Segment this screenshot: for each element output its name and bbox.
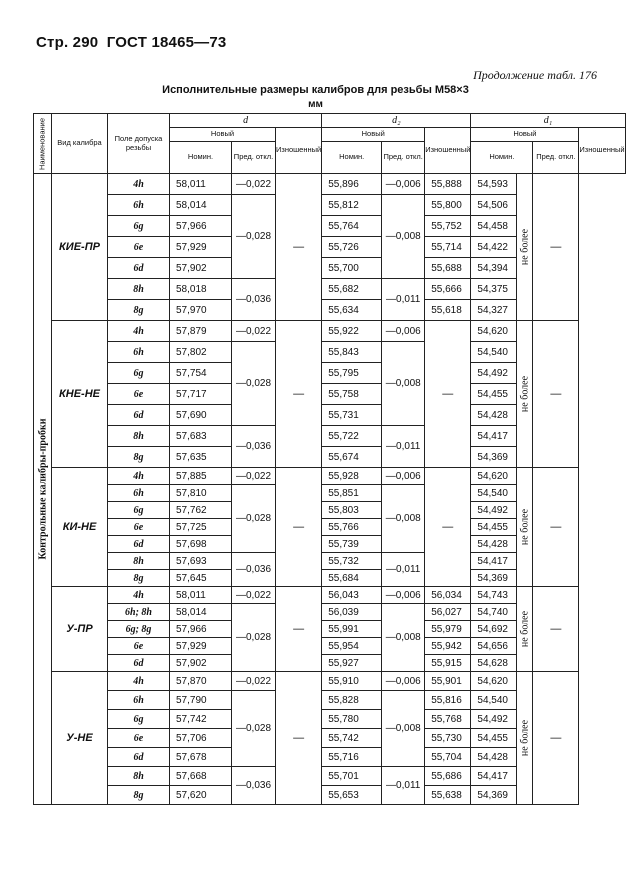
d-nominal: 57,870: [170, 672, 232, 691]
gauge-type: КИ-НЕ: [52, 468, 108, 587]
d1-nominal: 54,540: [471, 485, 517, 502]
d1-nominal: 54,428: [471, 405, 517, 426]
d-deviation: —0,028: [232, 604, 276, 672]
tolerance-field: 8h: [108, 553, 170, 570]
d-nominal: 57,885: [170, 468, 232, 485]
d2-worn: 55,714: [425, 237, 471, 258]
d2-nominal: 55,991: [322, 621, 382, 638]
d2-worn: 55,752: [425, 216, 471, 237]
d-nominal: 57,683: [170, 426, 232, 447]
header-name: Наименование: [34, 114, 52, 174]
d2-nominal: 55,700: [322, 258, 382, 279]
header-d1: d₁: [471, 114, 625, 128]
tolerance-field: 8g: [108, 447, 170, 468]
header-d2-deviation: Пред. откл.: [382, 142, 425, 174]
d1-nominal: 54,620: [471, 321, 517, 342]
d-nominal: 57,810: [170, 485, 232, 502]
d2-worn: —: [425, 321, 471, 468]
d-nominal: 57,902: [170, 258, 232, 279]
tolerance-field: 6e: [108, 237, 170, 258]
d2-nominal: 55,812: [322, 195, 382, 216]
d-nominal: 57,929: [170, 237, 232, 258]
header-d2-worn: Изношенный: [425, 128, 471, 174]
gauge-type: КНЕ-НЕ: [52, 321, 108, 468]
d2-deviation: —0,008: [382, 195, 425, 279]
d1-nominal: 54,428: [471, 748, 517, 767]
d2-nominal: 55,653: [322, 786, 382, 805]
d2-nominal: 55,795: [322, 363, 382, 384]
d1-nominal: 54,656: [471, 638, 517, 655]
d2-worn: 55,888: [425, 174, 471, 195]
d2-nominal: 55,922: [322, 321, 382, 342]
d-nominal: 57,966: [170, 216, 232, 237]
d2-deviation: —0,008: [382, 485, 425, 553]
d2-worn: 55,686: [425, 767, 471, 786]
tolerance-field: 6h: [108, 485, 170, 502]
tolerance-field: 8h: [108, 279, 170, 300]
d-nominal: 57,693: [170, 553, 232, 570]
d2-deviation: —0,006: [382, 672, 425, 691]
d-worn: —: [276, 174, 322, 321]
header-tolerance: Поле допуска резьбы: [108, 114, 170, 174]
tolerance-field: 6h; 8h: [108, 604, 170, 621]
d2-deviation: —0,006: [382, 321, 425, 342]
d1-deviation-cell: [517, 321, 533, 468]
d1-nominal: 54,422: [471, 237, 517, 258]
d1-nominal: 54,628: [471, 655, 517, 672]
d2-nominal: 55,634: [322, 300, 382, 321]
tolerance-field: 8g: [108, 300, 170, 321]
d-deviation: —0,028: [232, 195, 276, 279]
d-deviation: —0,028: [232, 485, 276, 553]
d1-worn: —: [533, 468, 579, 587]
d-deviation: —0,022: [232, 468, 276, 485]
d-deviation: —0,036: [232, 279, 276, 321]
d-nominal: 57,698: [170, 536, 232, 553]
header-d-nominal: Номин.: [170, 142, 232, 174]
d2-deviation: —0,006: [382, 174, 425, 195]
tolerance-field: 4h: [108, 672, 170, 691]
d1-nominal: 54,394: [471, 258, 517, 279]
d1-nominal: 54,369: [471, 447, 517, 468]
d-worn: —: [276, 672, 322, 805]
d2-deviation: —0,008: [382, 604, 425, 672]
d-deviation: —0,022: [232, 174, 276, 195]
d1-nominal: 54,375: [471, 279, 517, 300]
d-deviation: —0,036: [232, 553, 276, 587]
d-nominal: 57,635: [170, 447, 232, 468]
d-nominal: 57,620: [170, 786, 232, 805]
d1-deviation-cell: [517, 174, 533, 321]
d2-deviation: —0,011: [382, 767, 425, 805]
d-nominal: 58,018: [170, 279, 232, 300]
d2-nominal: 56,043: [322, 587, 382, 604]
table-container: [33, 113, 626, 805]
d2-nominal: 55,764: [322, 216, 382, 237]
d2-deviation: —0,008: [382, 691, 425, 767]
d1-nominal: 54,455: [471, 519, 517, 536]
d-nominal: 57,879: [170, 321, 232, 342]
d1-nominal: 54,369: [471, 786, 517, 805]
tolerance-field: 6g: [108, 710, 170, 729]
d2-nominal: 55,701: [322, 767, 382, 786]
d2-worn: 55,915: [425, 655, 471, 672]
header-d-worn: Изношенный: [276, 128, 322, 174]
d-nominal: 58,011: [170, 174, 232, 195]
d1-nominal: 54,417: [471, 767, 517, 786]
d2-nominal: 55,927: [322, 655, 382, 672]
d1-nominal: 54,369: [471, 570, 517, 587]
d2-nominal: 55,896: [322, 174, 382, 195]
d1-nominal: 54,458: [471, 216, 517, 237]
tolerance-field: 6e: [108, 384, 170, 405]
tolerance-field: 8h: [108, 426, 170, 447]
d-nominal: 57,690: [170, 405, 232, 426]
d2-nominal: 55,828: [322, 691, 382, 710]
group-name-cell: [34, 174, 52, 805]
d2-nominal: 55,731: [322, 405, 382, 426]
d1-nominal: 54,492: [471, 710, 517, 729]
d1-nominal: 54,743: [471, 587, 517, 604]
d2-nominal: 55,851: [322, 485, 382, 502]
tolerance-field: 6d: [108, 655, 170, 672]
tolerance-field: 6g: [108, 363, 170, 384]
not-more-label: не более: [519, 228, 531, 266]
d2-worn: 55,901: [425, 672, 471, 691]
d2-nominal: 55,758: [322, 384, 382, 405]
d2-deviation: —0,011: [382, 553, 425, 587]
tolerance-field: 6e: [108, 519, 170, 536]
d-nominal: 57,929: [170, 638, 232, 655]
d-nominal: 57,762: [170, 502, 232, 519]
d2-worn: 55,618: [425, 300, 471, 321]
d1-nominal: 54,492: [471, 502, 517, 519]
d2-nominal: 55,726: [322, 237, 382, 258]
gauge-dimensions-table: [33, 113, 626, 805]
d2-nominal: 55,910: [322, 672, 382, 691]
d-deviation: —0,028: [232, 342, 276, 426]
not-more-label: не более: [519, 508, 531, 546]
d1-worn: —: [533, 672, 579, 805]
d-deviation: —0,036: [232, 426, 276, 468]
d1-nominal: 54,540: [471, 691, 517, 710]
d2-nominal: 55,674: [322, 447, 382, 468]
d-nominal: 57,668: [170, 767, 232, 786]
d2-worn: 56,027: [425, 604, 471, 621]
table-row: [34, 672, 626, 691]
d2-deviation: —0,011: [382, 279, 425, 321]
group-name: Контрольные калибры-пробки: [37, 418, 48, 560]
d1-nominal: 54,620: [471, 468, 517, 485]
tolerance-field: 6d: [108, 536, 170, 553]
d-nominal: 57,966: [170, 621, 232, 638]
continuation-note: Продолжение табл. 176: [473, 68, 597, 82]
not-more-label: не более: [519, 719, 531, 757]
d1-nominal: 54,327: [471, 300, 517, 321]
d1-nominal: 54,692: [471, 621, 517, 638]
d1-deviation-cell: [517, 587, 533, 672]
table-unit: мм: [308, 99, 323, 110]
d-nominal: 58,011: [170, 587, 232, 604]
d1-nominal: 54,428: [471, 536, 517, 553]
d1-nominal: 54,492: [471, 363, 517, 384]
table-row: [34, 468, 626, 485]
d2-deviation: —0,008: [382, 342, 425, 426]
d-nominal: 57,970: [170, 300, 232, 321]
d-nominal: 57,742: [170, 710, 232, 729]
header-d1-worn: Изношенный: [579, 128, 625, 174]
d2-nominal: 55,682: [322, 279, 382, 300]
d-deviation: —0,022: [232, 321, 276, 342]
d-nominal: 57,790: [170, 691, 232, 710]
d1-deviation-cell: [517, 672, 533, 805]
d-nominal: 57,645: [170, 570, 232, 587]
d2-worn: 55,942: [425, 638, 471, 655]
header-d1-new: Новый: [471, 128, 579, 142]
tolerance-field: 4h: [108, 587, 170, 604]
table-row: [34, 321, 626, 342]
page-header: [36, 34, 226, 51]
not-more-label: не более: [519, 375, 531, 413]
standard-number: ГОСТ 18465—73: [106, 34, 227, 51]
d1-nominal: 54,620: [471, 672, 517, 691]
header-d1-nominal: Номин.: [471, 142, 533, 174]
d1-worn: —: [533, 587, 579, 672]
tolerance-field: 6h: [108, 691, 170, 710]
d-nominal: 57,717: [170, 384, 232, 405]
d-nominal: 57,754: [170, 363, 232, 384]
table-row: [34, 174, 626, 195]
d2-worn: 55,688: [425, 258, 471, 279]
d1-nominal: 54,740: [471, 604, 517, 621]
tolerance-field: 6g: [108, 216, 170, 237]
header-d-new: Новый: [170, 128, 276, 142]
d2-deviation: —0,006: [382, 587, 425, 604]
d-nominal: 58,014: [170, 604, 232, 621]
header-d: d: [170, 114, 322, 128]
d2-nominal: 55,716: [322, 748, 382, 767]
tolerance-field: 6d: [108, 748, 170, 767]
gauge-type: У-ПР: [52, 587, 108, 672]
tolerance-field: 4h: [108, 321, 170, 342]
d2-deviation: —0,011: [382, 426, 425, 468]
tolerance-field: 8g: [108, 786, 170, 805]
d2-worn: —: [425, 468, 471, 587]
not-more-label: не более: [519, 610, 531, 648]
d-deviation: —0,022: [232, 672, 276, 691]
d1-nominal: 54,417: [471, 553, 517, 570]
header-d2-new: Новый: [322, 128, 425, 142]
tolerance-field: 4h: [108, 174, 170, 195]
d2-nominal: 55,766: [322, 519, 382, 536]
d2-deviation: —0,006: [382, 468, 425, 485]
d1-nominal: 54,455: [471, 384, 517, 405]
gauge-type: У-НЕ: [52, 672, 108, 805]
d2-worn: 55,800: [425, 195, 471, 216]
d2-worn: 55,704: [425, 748, 471, 767]
d1-nominal: 54,417: [471, 426, 517, 447]
page-number: Стр. 290: [36, 34, 99, 51]
d2-worn: 55,768: [425, 710, 471, 729]
d2-nominal: 56,039: [322, 604, 382, 621]
tolerance-field: 6h: [108, 195, 170, 216]
d1-deviation-cell: [517, 468, 533, 587]
d2-nominal: 55,780: [322, 710, 382, 729]
gauge-type: КИЕ-ПР: [52, 174, 108, 321]
d-deviation: —0,022: [232, 587, 276, 604]
tolerance-field: 8h: [108, 767, 170, 786]
d1-nominal: 54,506: [471, 195, 517, 216]
tolerance-field: 6d: [108, 258, 170, 279]
d2-nominal: 55,684: [322, 570, 382, 587]
d1-nominal: 54,455: [471, 729, 517, 748]
header-type: Вид калибра: [52, 114, 108, 174]
table-row: [34, 587, 626, 604]
d-nominal: 57,678: [170, 748, 232, 767]
d1-nominal: 54,593: [471, 174, 517, 195]
d1-worn: —: [533, 174, 579, 321]
d2-nominal: 55,954: [322, 638, 382, 655]
d-nominal: 57,706: [170, 729, 232, 748]
d-worn: —: [276, 587, 322, 672]
tolerance-field: 6g: [108, 502, 170, 519]
d-worn: —: [276, 321, 322, 468]
d2-nominal: 55,843: [322, 342, 382, 363]
tolerance-field: 6h: [108, 342, 170, 363]
d1-nominal: 54,540: [471, 342, 517, 363]
d-worn: —: [276, 468, 322, 587]
tolerance-field: 6e: [108, 638, 170, 655]
d2-worn: 55,730: [425, 729, 471, 748]
d2-nominal: 55,742: [322, 729, 382, 748]
d2-nominal: 55,722: [322, 426, 382, 447]
d2-nominal: 55,732: [322, 553, 382, 570]
d2-nominal: 55,739: [322, 536, 382, 553]
d-deviation: —0,028: [232, 691, 276, 767]
tolerance-field: 6d: [108, 405, 170, 426]
d-nominal: 57,725: [170, 519, 232, 536]
d-nominal: 57,802: [170, 342, 232, 363]
d2-worn: 55,638: [425, 786, 471, 805]
d2-nominal: 55,803: [322, 502, 382, 519]
d2-worn: 55,666: [425, 279, 471, 300]
tolerance-field: 4h: [108, 468, 170, 485]
d1-worn: —: [533, 321, 579, 468]
d-nominal: 57,902: [170, 655, 232, 672]
d2-worn: 56,034: [425, 587, 471, 604]
d-nominal: 58,014: [170, 195, 232, 216]
header-d-deviation: Пред. откл.: [232, 142, 276, 174]
d2-worn: 55,979: [425, 621, 471, 638]
d-deviation: —0,036: [232, 767, 276, 805]
table-title: Исполнительные размеры калибров для резьбы М58×3: [162, 84, 469, 96]
tolerance-field: 6e: [108, 729, 170, 748]
header-d1-deviation: Пред. откл.: [533, 142, 579, 174]
tolerance-field: 8g: [108, 570, 170, 587]
d2-worn: 55,816: [425, 691, 471, 710]
header-d2-nominal: Номин.: [322, 142, 382, 174]
d2-nominal: 55,928: [322, 468, 382, 485]
tolerance-field: 6g; 8g: [108, 621, 170, 638]
header-d2: d₂: [322, 114, 471, 128]
